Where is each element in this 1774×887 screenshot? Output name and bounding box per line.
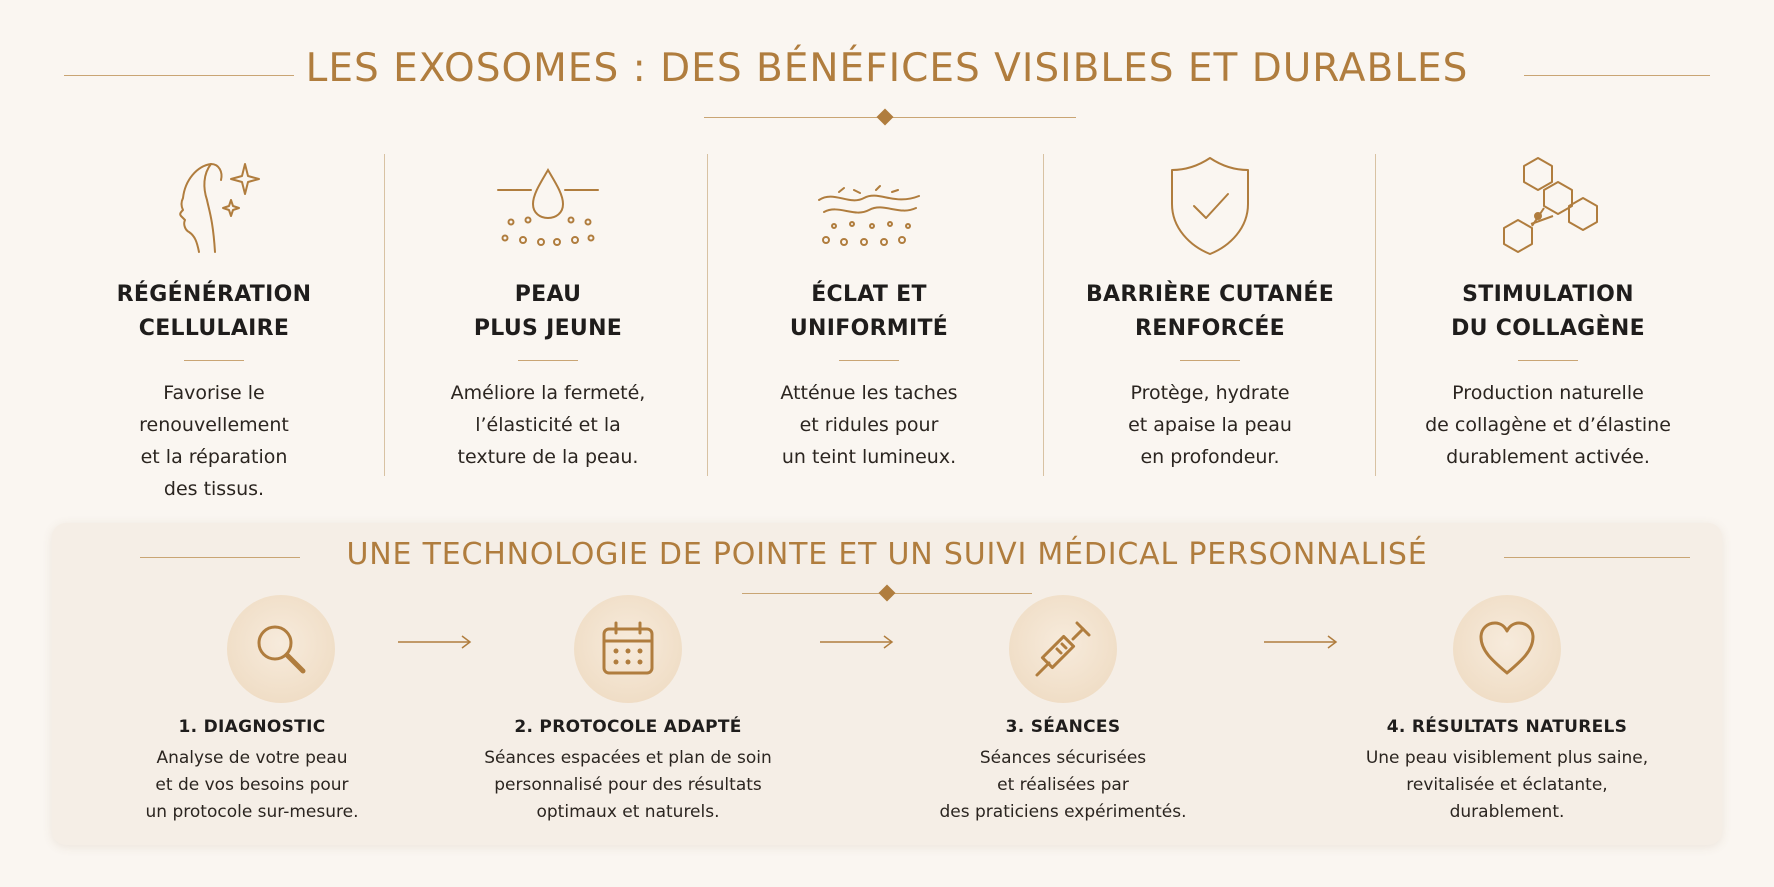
benefit-title: ÉCLAT ET UNIFORMITÉ bbox=[789, 282, 949, 341]
benefit-description: Atténue les taches et ridules pour un teint lumineux. bbox=[780, 382, 958, 468]
shield-check-icon bbox=[1160, 150, 1260, 260]
step-description: Analyse de votre peau et de vos besoins pour un protocole sur-mesure. bbox=[145, 748, 359, 822]
face-sparkle-icon bbox=[159, 150, 269, 260]
step-title: 4. RÉSULTATS NATURELS bbox=[1386, 717, 1628, 737]
step-icon-circle bbox=[574, 595, 682, 703]
benefit-collagen bbox=[1383, 140, 1713, 473]
step-title: 3. SÉANCES bbox=[1005, 717, 1121, 737]
syringe-icon bbox=[1031, 617, 1095, 681]
heart-icon bbox=[1475, 617, 1539, 681]
benefit-radiance bbox=[704, 140, 1034, 473]
step-diagnostic bbox=[52, 595, 392, 826]
column-separator bbox=[384, 154, 385, 476]
column-separator bbox=[707, 154, 708, 476]
step-protocol bbox=[458, 595, 798, 826]
skin-drop-icon bbox=[493, 160, 603, 260]
process-title: UNE TECHNOLOGIE DE POINTE ET UN SUIVI MÉDICAL PERSONNALISÉ bbox=[346, 537, 1428, 572]
process-panel bbox=[52, 523, 1722, 845]
arrow-right-icon bbox=[1264, 635, 1340, 649]
benefit-description: Améliore la fermeté, l’élasticité et la texture de la peau. bbox=[450, 382, 646, 468]
step-icon-circle bbox=[1453, 595, 1561, 703]
benefit-description: Protège, hydrate et apaise la peau en profondeur. bbox=[1128, 382, 1292, 468]
calendar-icon bbox=[596, 617, 660, 681]
benefit-separator bbox=[518, 360, 578, 361]
step-description: Séances sécurisées et réalisées par des praticiens expérimentés. bbox=[939, 748, 1187, 822]
arrow-right-icon bbox=[820, 635, 896, 649]
benefit-separator bbox=[1518, 360, 1578, 361]
header bbox=[0, 42, 1774, 102]
benefit-separator bbox=[184, 360, 244, 361]
step-sessions bbox=[893, 595, 1233, 826]
step-icon-circle bbox=[1009, 595, 1117, 703]
benefit-separator bbox=[1180, 360, 1240, 361]
column-separator bbox=[1043, 154, 1044, 476]
benefits-row bbox=[0, 140, 1774, 500]
title-line-right bbox=[1524, 75, 1710, 76]
page-title: LES EXOSOMES : DES BÉNÉFICES VISIBLES ET DURABLES bbox=[305, 46, 1469, 91]
magnifier-icon bbox=[249, 617, 313, 681]
benefit-title: STIMULATION DU COLLAGÈNE bbox=[1451, 282, 1645, 341]
benefit-skin-barrier bbox=[1045, 140, 1375, 473]
benefit-young-skin bbox=[383, 140, 713, 473]
step-title: 1. DIAGNOSTIC bbox=[178, 717, 326, 737]
step-results bbox=[1337, 595, 1677, 826]
benefit-title: BARRIÈRE CUTANÉE RENFORCÉE bbox=[1085, 282, 1335, 341]
column-separator bbox=[1375, 154, 1376, 476]
benefit-description: Favorise le renouvellement et la réparation des tissus. bbox=[139, 382, 289, 500]
benefit-title: PEAU PLUS JEUNE bbox=[473, 282, 623, 341]
benefit-description: Production naturelle de collagène et d’élastine durablement activée. bbox=[1425, 382, 1671, 468]
benefit-separator bbox=[839, 360, 899, 361]
molecule-icon bbox=[1493, 150, 1603, 260]
benefit-regeneration bbox=[49, 140, 379, 505]
step-icon-circle bbox=[227, 595, 335, 703]
step-description: Séances espacées et plan de soin personnalisé pour des résultats optimaux et naturels. bbox=[484, 748, 772, 822]
title-diamond bbox=[877, 109, 894, 126]
step-description: Une peau visiblement plus saine, revitalisée et éclatante, durablement. bbox=[1365, 748, 1649, 822]
skin-texture-icon bbox=[814, 160, 924, 260]
step-title: 2. PROTOCOLE ADAPTÉ bbox=[514, 717, 742, 737]
benefit-title: RÉGÉNÉRATION CELLULAIRE bbox=[116, 282, 312, 341]
panel-title-line-right bbox=[1504, 557, 1690, 558]
